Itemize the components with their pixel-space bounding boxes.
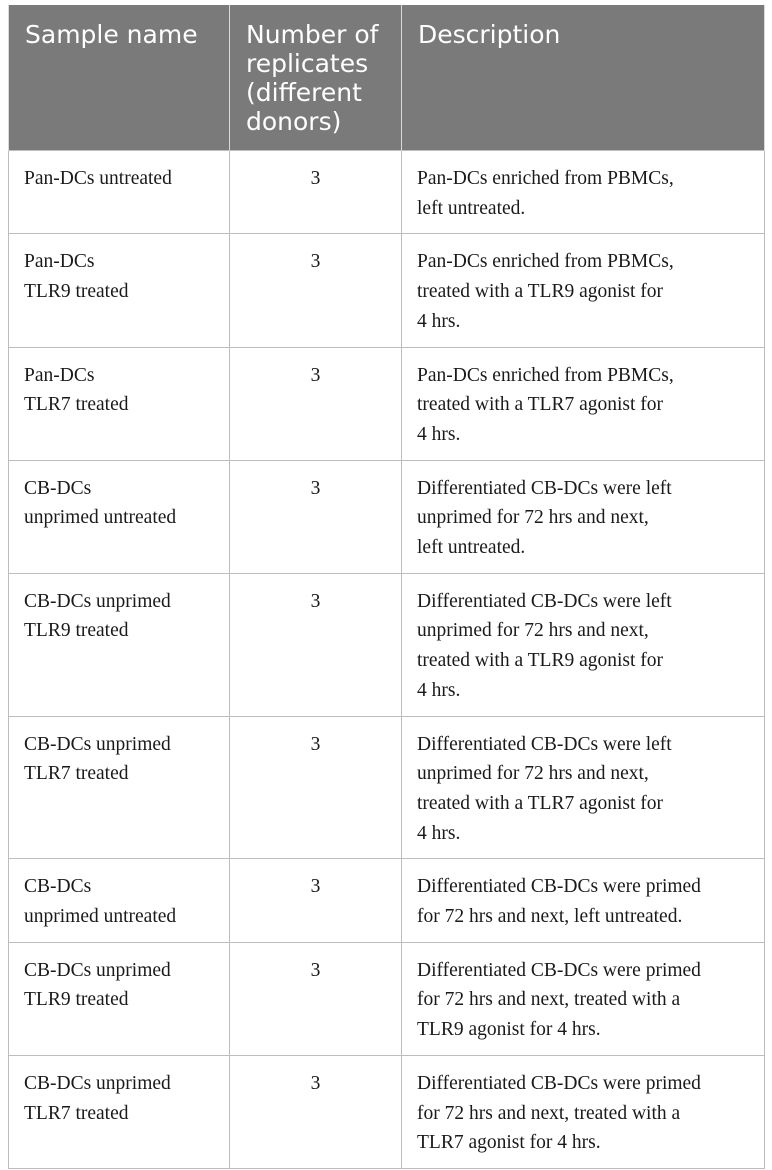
sample-name-cell: CB-DCs unprimed untreated bbox=[9, 460, 230, 573]
header-description: Description bbox=[402, 5, 765, 151]
table-row bbox=[9, 234, 765, 347]
table-row bbox=[9, 716, 765, 859]
samples-table bbox=[8, 5, 765, 1169]
replicates-cell: 3 bbox=[230, 460, 402, 573]
description-cell: Pan-DCs enriched from PBMCs, left untreated. bbox=[402, 151, 765, 234]
header-row bbox=[9, 5, 765, 151]
sample-name-cell: CB-DCs unprimed TLR9 treated bbox=[9, 942, 230, 1055]
description-cell: Differentiated CB-DCs were primed for 72 hrs and next, left untreated. bbox=[402, 859, 765, 942]
table-row bbox=[9, 347, 765, 460]
table-row bbox=[9, 151, 765, 234]
description-cell: Differentiated CB-DCs were primed for 72 hrs and next, treated with a TLR9 agonist for 4 hrs. bbox=[402, 942, 765, 1055]
description-cell: Pan-DCs enriched from PBMCs, treated with a TLR9 agonist for 4 hrs. bbox=[402, 234, 765, 347]
replicates-cell: 3 bbox=[230, 716, 402, 859]
description-cell: Pan-DCs enriched from PBMCs, treated with a TLR7 agonist for 4 hrs. bbox=[402, 347, 765, 460]
description-cell: Differentiated CB-DCs were left unprimed for 72 hrs and next, left untreated. bbox=[402, 460, 765, 573]
replicates-cell: 3 bbox=[230, 942, 402, 1055]
table-row bbox=[9, 942, 765, 1055]
replicates-cell: 3 bbox=[230, 1055, 402, 1168]
header-sample-name: Sample name bbox=[9, 5, 230, 151]
sample-name-cell: Pan-DCs TLR9 treated bbox=[9, 234, 230, 347]
replicates-cell: 3 bbox=[230, 151, 402, 234]
replicates-cell: 3 bbox=[230, 347, 402, 460]
description-cell: Differentiated CB-DCs were left unprimed for 72 hrs and next, treated with a TLR7 agonist for 4 hrs. bbox=[402, 716, 765, 859]
replicates-cell: 3 bbox=[230, 234, 402, 347]
sample-name-cell: Pan-DCs TLR7 treated bbox=[9, 347, 230, 460]
sample-name-cell: CB-DCs unprimed TLR7 treated bbox=[9, 1055, 230, 1168]
table-row bbox=[9, 573, 765, 716]
description-cell: Differentiated CB-DCs were primed for 72 hrs and next, treated with a TLR7 agonist for 4 hrs. bbox=[402, 1055, 765, 1168]
table-row bbox=[9, 460, 765, 573]
table-row bbox=[9, 859, 765, 942]
table-header bbox=[9, 5, 765, 151]
description-cell: Differentiated CB-DCs were left unprimed for 72 hrs and next, treated with a TLR9 agonist for 4 hrs. bbox=[402, 573, 765, 716]
table-body bbox=[9, 151, 765, 1169]
sample-name-cell: CB-DCs unprimed TLR9 treated bbox=[9, 573, 230, 716]
table-row bbox=[9, 1055, 765, 1168]
sample-name-cell: CB-DCs unprimed TLR7 treated bbox=[9, 716, 230, 859]
sample-name-cell: CB-DCs unprimed untreated bbox=[9, 859, 230, 942]
replicates-cell: 3 bbox=[230, 859, 402, 942]
header-replicates: Number of replicates (different donors) bbox=[230, 5, 402, 151]
replicates-cell: 3 bbox=[230, 573, 402, 716]
sample-name-cell: Pan-DCs untreated bbox=[9, 151, 230, 234]
